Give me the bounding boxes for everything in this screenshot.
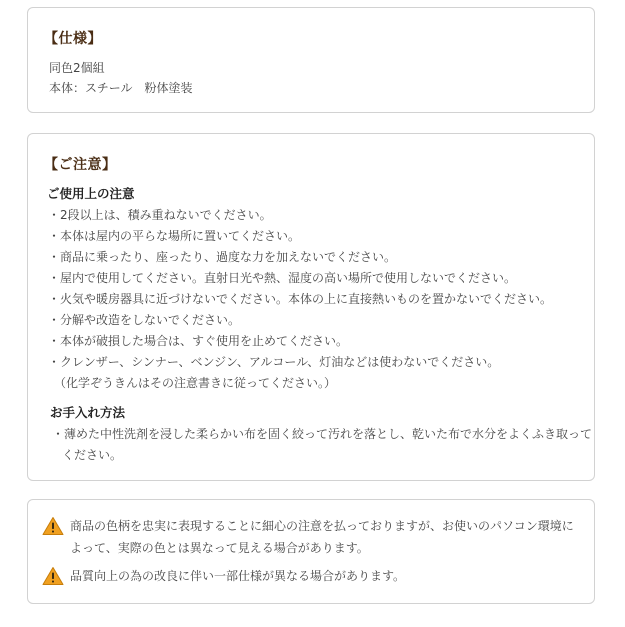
notice-text: 商品の色柄を忠実に表現することに細心の注意を払っておりますが、お使いのパソコン環境によって、実際の色とは異なって見える場合があります。 xyxy=(70,519,574,555)
usage-item: ・本体は屋内の平らな場所に置いてください。 xyxy=(48,229,301,243)
usage-title: ご使用上の注意 xyxy=(47,186,135,201)
warning-icon xyxy=(42,566,64,586)
usage-item: ・分解や改造をしないでください。 xyxy=(48,313,241,327)
usage-item: ・クレンザー、シンナー、ベンジン、アルコール、灯油などは使わないでください。 xyxy=(48,355,500,369)
spec-list xyxy=(49,58,193,98)
spec-line-set: 同色2個組 xyxy=(49,61,105,75)
notice-text: 品質向上の為の改良に伴い一部仕様が異なる場合があります。 xyxy=(70,569,406,583)
usage-item: ・商品に乗ったり、座ったり、過度な力を加えないでください。 xyxy=(48,250,397,264)
notice-panel xyxy=(27,499,595,604)
spec-line-material: 本体：スチール 粉体塗装 xyxy=(49,81,193,95)
spec-heading: 【仕様】 xyxy=(44,31,102,47)
usage-list xyxy=(48,205,552,394)
care-text: ・薄めた中性洗剤を浸した柔らかい布を固く絞って汚れを落とし、乾いた布で水分をよくふき取ってください。 xyxy=(52,427,593,462)
care-title: お手入れ方法 xyxy=(50,405,126,420)
caution-panel xyxy=(27,133,595,481)
spec-panel xyxy=(27,7,595,113)
usage-item: ・屋内で使用してください。直射日光や熱、湿度の高い場所で使用しないでください。 xyxy=(48,271,517,285)
notice-item xyxy=(42,515,582,559)
usage-item: ・2段以上は、積み重ねないでください。 xyxy=(48,208,272,222)
usage-item-note: （化学ぞうきんはその注意書きに従ってください。） xyxy=(54,376,337,390)
caution-heading: 【ご注意】 xyxy=(44,157,117,173)
usage-item: ・火気や暖房器具に近づけないでください。本体の上に直接熱いものを置かないでください。 xyxy=(48,292,553,306)
usage-item: ・本体が破損した場合は、すぐ使用を止めてください。 xyxy=(48,334,349,348)
warning-icon xyxy=(42,516,64,536)
notice-item xyxy=(42,565,582,587)
